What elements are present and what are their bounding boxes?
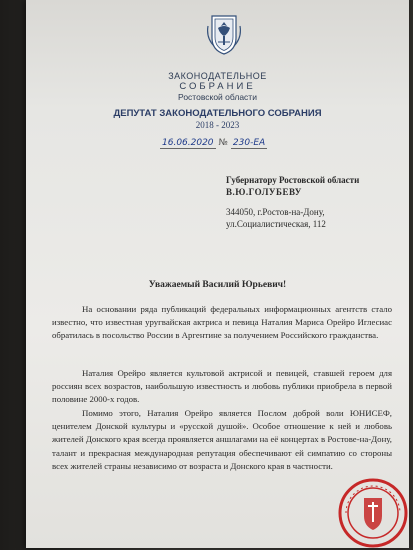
org-name-line3: Ростовской области xyxy=(178,92,257,102)
org-name-line1: ЗАКОНОДАТЕЛЬНОЕ xyxy=(168,71,267,81)
registration-number: 230-ЕА xyxy=(232,138,266,148)
salutation: Уважаемый Василий Юрьевич! xyxy=(148,280,287,290)
body-paragraph-3: Помимо этого, Наталия Орейро является Послом доброй воли ЮНИСЕФ, ценителем Донской культуры и «русской душой». Особое отношение к ней и любовь жителей Донского края всегда проявляется аншлагами на её концертах в Ростове-на-Дону, талант и прекрасная международная репутация обеспечивают ей симпатию со стороны всех жителей страны независимо от возраста и Донского края в частности. xyxy=(52,408,392,471)
coat-of-arms-icon xyxy=(206,12,242,56)
addressee-title: Губернатору Ростовской области xyxy=(226,175,360,185)
body-paragraph-1: На основании ряда публикаций федеральных информационных агентств стало известно, что известная уругвайская актриса и певица Наталия Мариса Орейро Иглесиас обратилась в посольство России в Аргентине за получением Российского гражданства. xyxy=(52,304,392,341)
body-paragraph-2: Наталия Орейро является культовой актрисой и певицей, ставшей героем для россиян всех возрастов, наибольшую известность и любовь публики приобрела в первой половине 2000-х годов. xyxy=(52,368,392,405)
registration-line xyxy=(160,138,267,148)
deputy-title: ДЕПУТАТ ЗАКОНОДАТЕЛЬНОГО СОБРАНИЯ xyxy=(113,108,322,119)
addressee-address-street: ул.Социалистическая, 112 xyxy=(226,219,326,229)
org-name-line2: СОБРАНИЕ xyxy=(179,81,256,92)
letter-page xyxy=(26,0,409,548)
addressee-address-city: 344050, г.Ростов-на-Дону, xyxy=(226,207,325,217)
watermark-logo-icon xyxy=(336,476,410,550)
number-sign: № xyxy=(218,138,228,148)
addressee-name: В.Ю.ГОЛУБЕВУ xyxy=(226,187,302,197)
registration-date: 16.06.2020 xyxy=(162,138,214,148)
convocation-years: 2018 - 2023 xyxy=(195,120,240,130)
